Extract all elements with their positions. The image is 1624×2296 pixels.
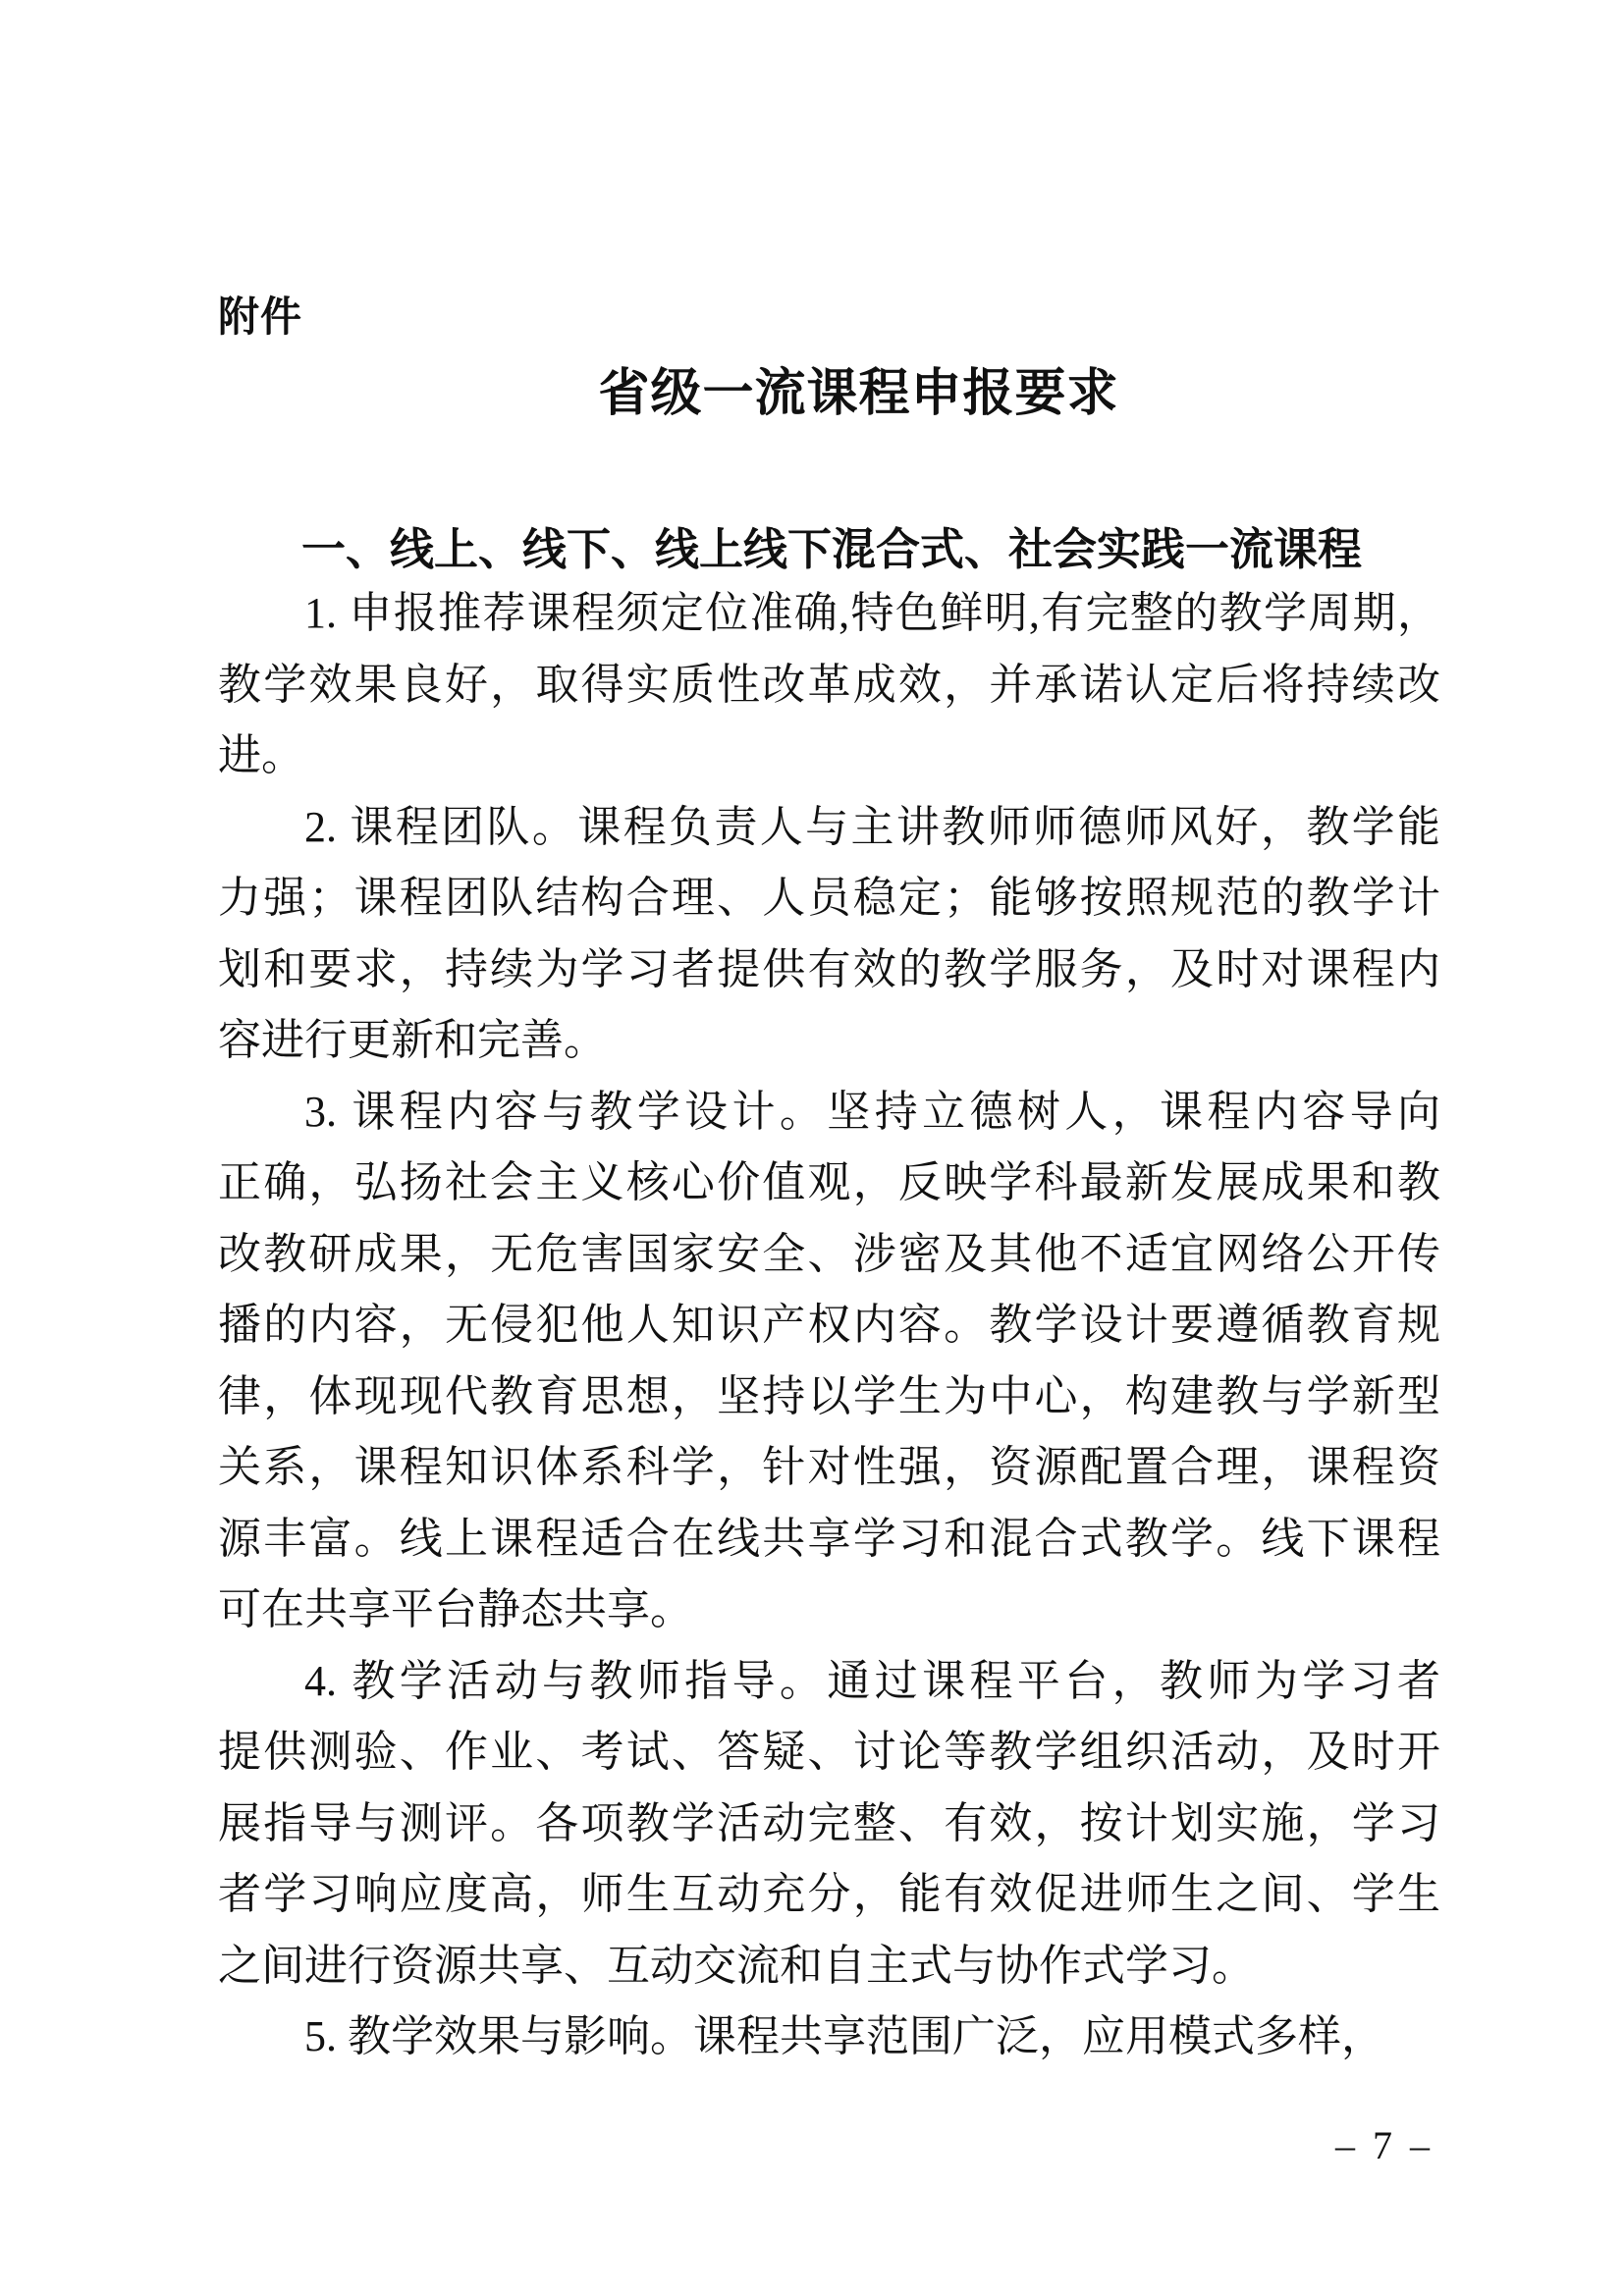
text-line: 者学习响应度高，师生互动充分，能有效促进师生之间、学生 (218, 1870, 1440, 1918)
text-line: 可在共享平台静态共享。 (218, 1585, 693, 1633)
paragraph (218, 578, 1440, 792)
attachment-label: 附件 (218, 294, 303, 340)
text-line: 律，体现现代教育思想，坚持以学生为中心，构建教与学新型 (218, 1371, 1440, 1420)
text-line: 教学效果良好，取得实质性改革成效，并承诺认定后将持续改 (218, 660, 1440, 709)
page-number: – 7 – (1335, 2123, 1434, 2167)
text-line: 力强；课程团队结构合理、人员稳定；能够按照规范的教学计 (218, 874, 1440, 922)
text-line: 3. 课程内容与教学设计。坚持立德树人，课程内容导向 (304, 1087, 1440, 1136)
text-line: 之间进行资源共享、互动交流和自主式与协作式学习。 (218, 1941, 1255, 1990)
text-line: 正确，弘扬社会主义核心价值观，反映学科最新发展成果和教 (218, 1158, 1440, 1206)
text-line: 源丰富。线上课程适合在线共享学习和混合式教学。线下课程 (218, 1514, 1440, 1563)
paragraph (218, 792, 1440, 1077)
text-line: 划和要求，持续为学习者提供有效的教学服务，及时对课程内 (218, 944, 1440, 993)
text-line: 2. 课程团队。课程负责人与主讲教师师德师风好，教学能 (304, 802, 1440, 851)
section-heading: 一、线上、线下、线上线下混合式、社会实践一流课程 (301, 524, 1363, 574)
text-line: 4. 教学活动与教师指导。通过课程平台，教师为学习者 (304, 1656, 1440, 1705)
text-line: 容进行更新和完善。 (218, 1016, 607, 1064)
text-line: 改教研成果，无危害国家安全、涉密及其他不适宜网络公开传 (218, 1229, 1440, 1278)
text-line: 提供测验、作业、考试、答疑、讨论等教学组织活动，及时开 (218, 1728, 1440, 1776)
paragraph (218, 1077, 1440, 1646)
text-line: 5. 教学效果与影响。课程共享范围广泛，应用模式多样， (304, 2012, 1384, 2060)
page-title: 省级一流课程申报要求 (598, 366, 1119, 422)
text-line: 播的内容，无侵犯他人知识产权内容。教学设计要遵循教育规 (218, 1301, 1440, 1349)
paragraph (218, 2002, 1440, 2073)
paragraph (218, 1646, 1440, 2002)
text-line: 展指导与测评。各项教学活动完整、有效，按计划实施，学习 (218, 1798, 1440, 1847)
document-body (218, 578, 1440, 2073)
text-line: 关系，课程知识体系科学，针对性强，资源配置合理，课程资 (218, 1443, 1440, 1491)
text-line: 进。 (218, 731, 304, 779)
text-line: 1. 申报推荐课程须定位准确,特色鲜明,有完整的教学周期， (304, 589, 1440, 637)
